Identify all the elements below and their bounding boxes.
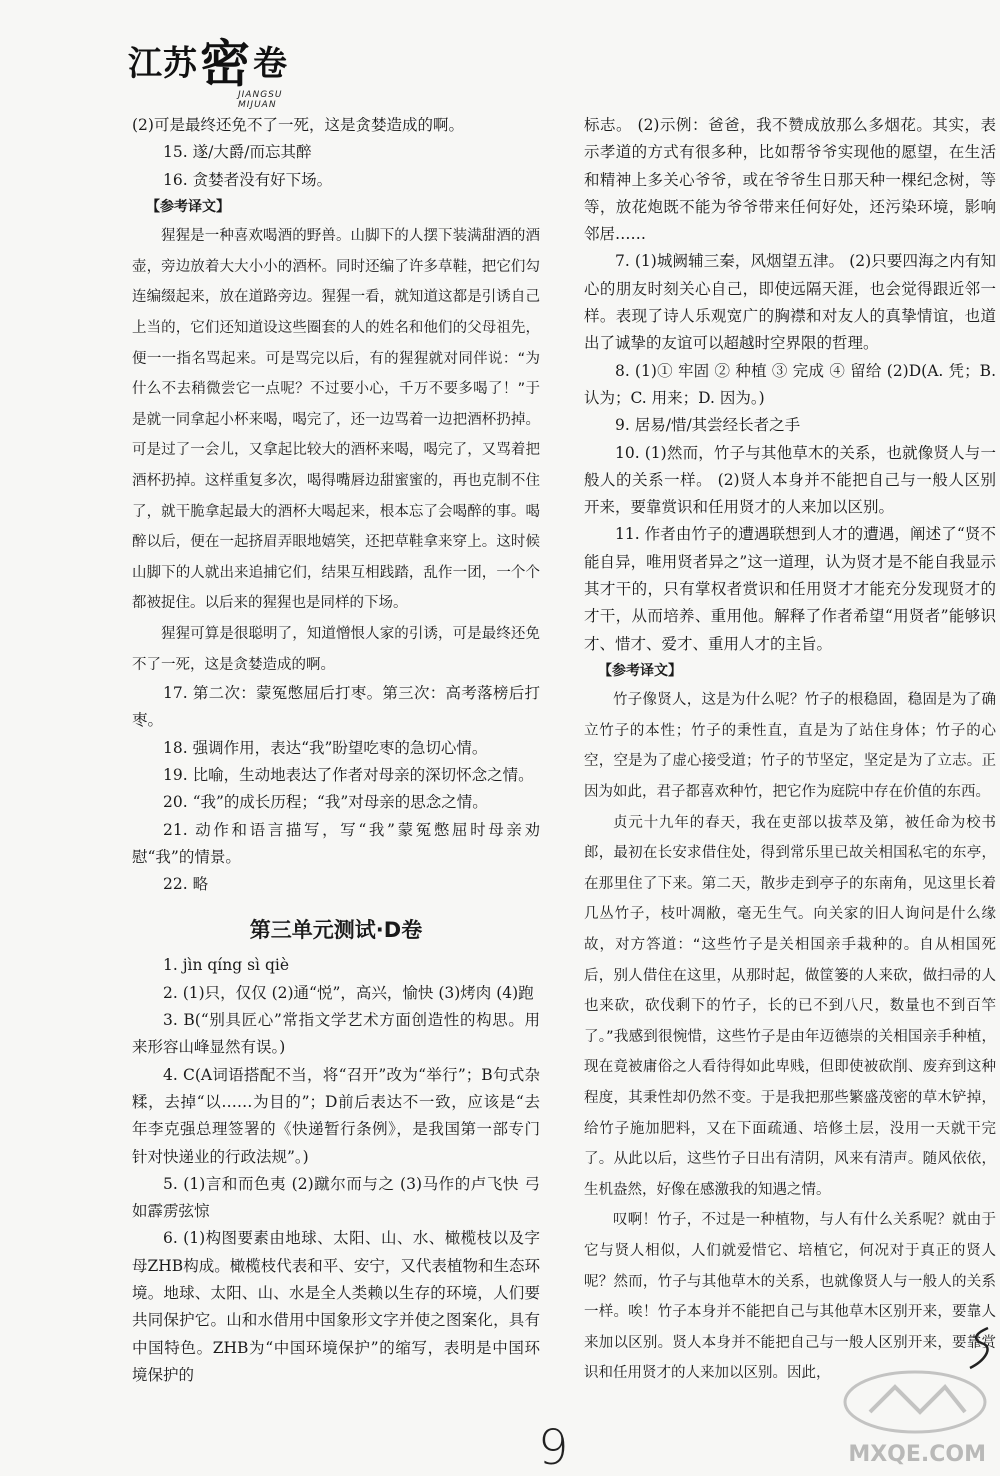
right-paragraph: 11. 作者由竹子的遭遇联想到人才的遭遇，阐述了“贤不能自异，唯用贤者异之”这一道理，认为贤才是不能自我显示其才干的，只有掌权者赏识和任用贤才才能充分发现贤才的才干，从而培养、重用他。解释了作者希望“用贤者”能够识才、惜才、爱才、重用人才的主旨。	[584, 525, 996, 653]
left-paragraph: (2)可是最终还免不了一死，这是贪婪造成的啊。	[132, 116, 464, 134]
right-paragraph: 标志。 (2)示例：爸爸，我不赞成放那么多烟花。其实，表示孝道的方式有很多种，比如帮爷爷实现他的愿望，在生活和精神上多关心爷爷，或在爷爷生日那天种一棵纪念树，等等，放花炮既不能为爷爷带来任何好处，还污染环境，影响邻居……	[584, 116, 996, 244]
unit-title: 第三单元测试·D卷	[249, 918, 423, 943]
section-heading: 【参考译文】	[146, 198, 230, 215]
right-paragraph: 贞元十九年的春天，我在吏部以拔萃及第，被任命为校书郎，最初在长安求借住处，得到常乐里已故关相国私宅的东亭，在那里住了下来。第二天，散步走到亭子的东南角，见这里长着几丛竹子，枝叶凋敝，毫无生气。向关家的旧人询问是什么缘故，对方答道：“这些竹子是关相国亲手栽种的。自从相国死后，别人借住在这里，从那时起，做筐篓的人来砍，做扫帚的人也来砍，砍伐剩下的竹子，长的已不到八尺，数量也不到百竿了。”我感到很惋惜，这些竹子是由年迈德崇的关相国亲手种植，现在竟被庸俗之人看待得如此卑贱，但即使被砍削、废弃到这种程度，其秉性却仍然不变。于是我把那些繁盛茂密的草木铲掉，给竹子施加肥料，又在下面疏通、培修土层，没用一天就干完了。从此以后，这些竹子日出有清阴，风来有清声。随风依依，生机盎然，好像在感激我的知遇之情。	[584, 814, 996, 1198]
left-column	[132, 112, 540, 1389]
logo-big: 密	[200, 35, 251, 93]
left-paragraph: 5. (1)言和而色夷 (2)蹴尔而与之 (3)马作的卢飞快 弓如霹雳弦惊	[132, 1174, 540, 1221]
page-header	[128, 35, 288, 110]
right-paragraph: 叹啊！竹子，不过是一种植物，与人有什么关系呢？就由于它与贤人相似，人们就爱惜它、培植它，何况对于真正的贤人呢？然而，竹子与其他草木的关系，也就像贤人与一般人的关系一样。唉！竹子本身并不能把自己与其他草木区别开来，要靠人来加以区别。贤人本身并不能把自己与一般人区别开来，要靠赏识和任用贤才的人来加以区别。因此，	[584, 1212, 996, 1382]
left-paragraph: 20. “我”的成长历程；“我”对母亲的思念之情。	[163, 793, 488, 812]
left-paragraph: 15. 遂/大爵/而忘其醉	[163, 143, 312, 162]
logo-post: 卷	[253, 44, 288, 84]
watermark-text: MXQE.COM	[848, 1442, 986, 1467]
right-paragraph: 8. (1)① 牢固 ② 种植 ③ 完成 ④ 留给 (2)D(A. 凭；B. 认为；C. 用来；D. 因为。)	[584, 361, 996, 407]
left-paragraph: 19. 比喻，生动地表达了作者对母亲的深切怀念之情。	[163, 765, 534, 784]
left-paragraph: 2. (1)只，仅仅 (2)通“悦”，高兴，愉快 (3)烤肉 (4)跑	[163, 983, 534, 1002]
left-paragraph: 6. (1)构图要素由地球、太阳、山、水、橄榄枝以及字母ZHB构成。橄榄枝代表和平、安宁，又代表植物和生态环境。地球、太阳、山、水是全人类赖以生存的环境，人们要共同保护它。山和水借用中国象形文字并使之图案化，具有中国特色。ZHB为“中国环境保护”的缩写，表明是中国环境保护的	[132, 1229, 540, 1384]
right-column	[584, 112, 996, 1389]
watermark-logo-icon	[840, 1367, 990, 1437]
logo-pre: 江苏	[128, 44, 198, 84]
left-paragraph: 16. 贪婪者没有好下场。	[163, 170, 333, 189]
left-paragraph: 17. 第二次：蒙冤憋屈后打枣。第三次：高考落榜后打枣。	[132, 684, 540, 730]
left-paragraph: 1. jìn qíng sì qiè	[163, 956, 289, 975]
site-watermark	[840, 1367, 990, 1467]
left-paragraph: 4. C(A词语搭配不当，将“召开”改为“举行”；B句式杂糅，去掉“以……为目的”；D前后表达不一致，应该是“去年李克强总理签署的《快递暂行条例》，是我国第一部专门针对快递业的行政法规”。)	[132, 1065, 540, 1166]
right-paragraph: 竹子像贤人，这是为什么呢？竹子的根稳固，稳固是为了确立竹子的本性；竹子的秉性直，直是为了站住身体；竹子的心空，空是为了虚心接受道；竹子的节坚定，坚定是为了立志。正因为如此，君子都喜欢种竹，把它作为庭院中存在价值的东西。	[584, 692, 996, 801]
right-paragraph: 7. (1)城阙辅三秦，风烟望五津。 (2)只要四海之内有知心的朋友时刻关心自己，即使远隔天涯，也会觉得跟近邻一样。表现了诗人乐观宽广的胸襟和对友人的真挚情谊，也道出了诚挚的友谊可以超越时空界限的哲理。	[584, 252, 996, 353]
left-paragraph: 猩猩可算是很聪明了，知道憎恨人家的引诱，可是最终还免不了一死，这是贪婪造成的啊。	[132, 625, 540, 673]
logo-subtitle: JIANGSU MIJUAN	[238, 90, 283, 110]
left-paragraph: 18. 强调作用，表达“我”盼望吃枣的急切心情。	[163, 738, 488, 757]
left-paragraph: 猩猩是一种喜欢喝酒的野兽。山脚下的人摆下装满甜酒的酒壶，旁边放着大大小小的酒杯。同时还编了许多草鞋，把它们勾连编缀起来，放在道路旁边。猩猩一看，就知道这都是引诱自己上当的，它们还知道设这些圈套的人的姓名和他们的父母祖先，便一一指名骂起来。可是骂完以后，有的猩猩就对同伴说：“为什么不去稍微尝它一点呢？不过要小心，千万不要多喝了！”于是就一同拿起小杯来喝，喝完了，还一边骂着一边把酒杯扔掉。可是过了一会儿，又拿起比较大的酒杯来喝，喝完了，又骂着把酒杯扔掉。这样重复多次，喝得嘴唇边甜蜜蜜的，再也克制不住了，就干脆拿起最大的酒杯大喝起来，根本忘了会喝醉的事。喝醉以后，便在一起挤眉弄眼地嬉笑，还把草鞋拿来穿上。这时候山脚下的人就出来追捕它们，结果互相践踏，乱作一团，一个个都被捉住。以后来的猩猩也是同样的下场。	[132, 228, 540, 612]
handwritten-page-number: 9	[538, 1420, 569, 1476]
section-heading: 【参考译文】	[598, 662, 682, 679]
left-paragraph: 21. 动作和语言描写，写“我”蒙冤憋屈时母亲劝慰“我”的情景。	[132, 820, 540, 866]
left-paragraph: 3. B(“别具匠心”常指文学艺术方面创造性的构思。用来形容山峰显然有误。)	[132, 1011, 540, 1057]
brand-logo	[128, 35, 288, 93]
right-paragraph: 9. 居易/惜/其尝经长者之手	[615, 416, 801, 435]
left-paragraph: 22. 略	[163, 875, 209, 894]
right-paragraph: 10. (1)然而，竹子与其他草木的关系，也就像贤人与一般人的关系一样。 (2)贤人本身并不能把自己与一般人区别开来，要靠赏识和任用贤才的人来加以区别。	[584, 443, 996, 517]
